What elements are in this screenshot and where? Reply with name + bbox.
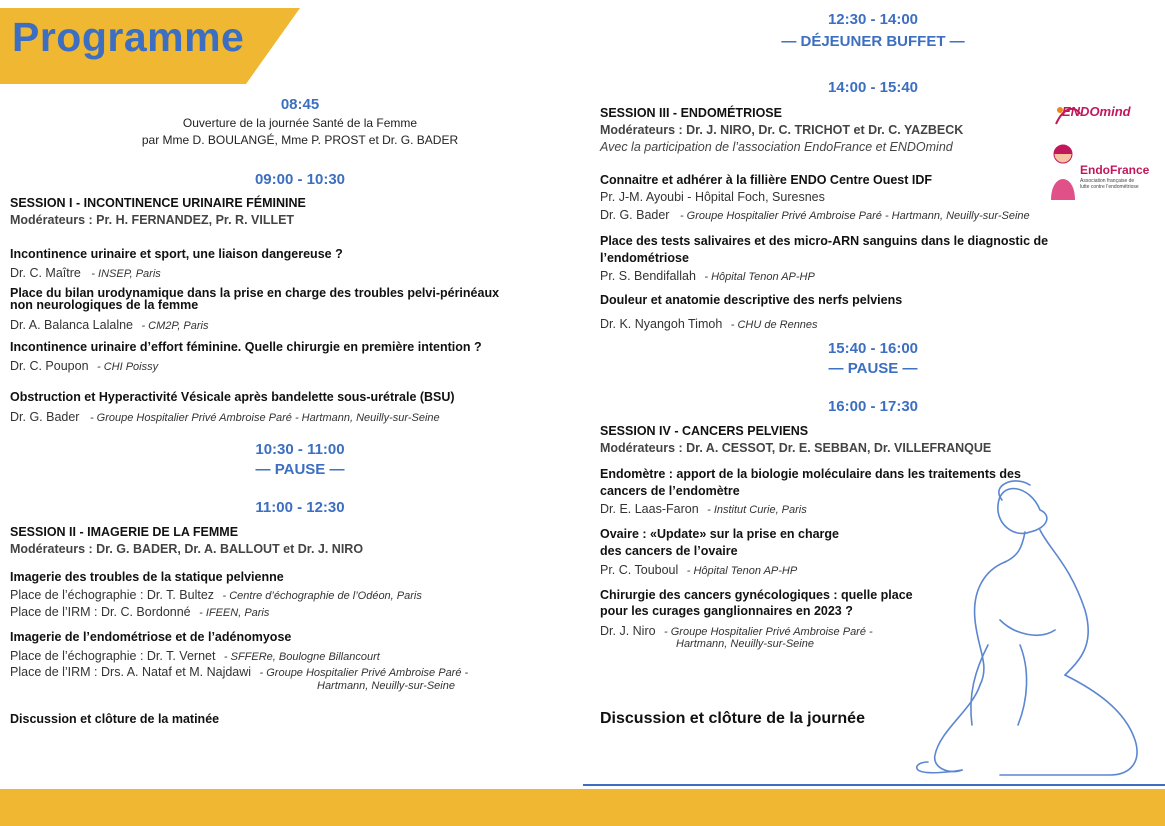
talk-speaker: Place de l’échographie : Dr. T. Bultez	[10, 588, 215, 602]
talk-affiliation-continued: Hartmann, Neuilly-sur-Seine	[676, 638, 814, 650]
talk-speaker-line	[10, 357, 158, 375]
endomind-logo-text: ENDOmind	[1062, 104, 1131, 119]
talk-title-continued: pour les curages ganglionnaires en 2023 ?	[600, 604, 853, 618]
session-2-moderators: Modérateurs : Dr. G. BADER, Dr. A. BALLOUT et Dr. J. NIRO	[10, 542, 364, 556]
opening-line-2: par Mme D. BOULANGÉ, Mme P. PROST et Dr. G. BADER	[141, 133, 459, 147]
talk-title-continued: non neurologiques de la femme	[10, 298, 199, 312]
morning-closing: Discussion et clôture de la matinée	[10, 712, 220, 726]
slot-time-1540: 15:40 - 16:00	[827, 340, 919, 357]
session-4-moderators: Modérateurs : Dr. A. CESSOT, Dr. E. SEBBAN, Dr. VILLEFRANQUE	[600, 441, 992, 455]
talk-title: Incontinence urinaire et sport, une liaison dangereuse ?	[10, 247, 343, 261]
talk-affiliation: - Hôpital Tenon AP-HP	[686, 565, 798, 577]
talk-affiliation: - Centre d’échographie de l’Odéon, Paris	[222, 590, 422, 602]
endofrance-logo-text: EndoFrance	[1080, 163, 1150, 177]
talk-speaker-line	[10, 316, 209, 334]
talk-speaker: Pr. S. Bendifallah	[600, 269, 696, 283]
talk-title: Douleur et anatomie descriptive des nerfs pelviens	[600, 293, 903, 307]
talk-title: Incontinence urinaire d’effort féminine. Quelle chirurgie en première intention ?	[10, 340, 482, 354]
talk-speaker: Pr. C. Touboul	[600, 563, 679, 577]
woman-line-art-illustration	[880, 470, 1160, 785]
talk-speaker: Dr. G. Bader	[600, 208, 670, 222]
talk-title: Chirurgie des cancers gynécologiques : quelle place	[600, 588, 913, 602]
talk-affiliation: - Groupe Hospitalier Privé Ambroise Paré -	[259, 667, 469, 679]
talk-title: Place des tests salivaires et des micro-ARN sanguins dans le diagnostic de	[600, 234, 1049, 248]
talk-affiliation: - SFFERe, Boulogne Billancourt	[223, 651, 380, 663]
slot-time-1600: 16:00 - 17:30	[827, 398, 919, 415]
talk-affiliation: - CHI Poissy	[96, 361, 159, 373]
talk-speaker: Dr. C. Poupon	[10, 359, 89, 373]
talk-speaker: Place de l’IRM : Dr. C. Bordonné	[10, 605, 191, 619]
talk-speaker: Place de l’échographie : Dr. T. Vernet	[10, 649, 216, 663]
talk-title: Obstruction et Hyperactivité Vésicale après bandelette sous-urétrale (BSU)	[10, 390, 455, 404]
talk-title: Endomètre : apport de la biologie moléculaire dans les traitements des	[600, 467, 1021, 481]
session-1-title: SESSION I - INCONTINENCE URINAIRE FÉMININE	[10, 196, 306, 210]
talk-title-continued: cancers de l’endomètre	[600, 484, 740, 498]
talk-speaker-line	[10, 663, 468, 681]
talk-speaker-line	[10, 264, 161, 282]
session-1-moderators: Modérateurs : Pr. H. FERNANDEZ, Pr. R. VILLET	[10, 213, 295, 227]
talk-affiliation: - Groupe Hospitalier Privé Ambroise Paré - Hartmann, Neuilly-sur-Seine	[89, 412, 440, 424]
talk-title: Place du bilan urodynamique dans la prise en charge des troubles pelvi-périnéaux	[10, 286, 500, 300]
talk-title: Connaitre et adhérer à la fillière ENDO Centre Ouest IDF	[600, 173, 933, 187]
opening-line-1: Ouverture de la journée Santé de la Femme	[182, 116, 418, 130]
talk-speaker: Dr. C. Maître	[10, 266, 81, 280]
footer-bar	[0, 789, 1165, 826]
talk-affiliation-continued: Hartmann, Neuilly-sur-Seine	[317, 680, 455, 692]
talk-speaker: Dr. K. Nyangoh Timoh	[600, 317, 723, 331]
talk-title: Ovaire : «Update» sur la prise en charge	[600, 527, 839, 541]
talk-speaker-line	[600, 315, 818, 333]
talk-speaker-line	[10, 408, 440, 426]
talk-speaker-line	[600, 561, 797, 579]
pause-label: — PAUSE —	[828, 360, 918, 377]
page-title: Programme	[12, 14, 245, 60]
talk-speaker-line	[600, 267, 815, 285]
talk-affiliation: - CHU de Rennes	[730, 319, 818, 331]
talk-speaker-line	[600, 206, 1030, 224]
talk-affiliation: - Groupe Hospitalier Privé Ambroise Paré -	[664, 626, 873, 638]
talk-speaker: Dr. E. Laas-Faron	[600, 502, 699, 516]
slot-time-1030: 10:30 - 11:00	[255, 441, 345, 458]
session-2-title: SESSION II - IMAGERIE DE LA FEMME	[10, 525, 239, 539]
talk-affiliation: - Institut Curie, Paris	[707, 504, 807, 516]
talk-title: Imagerie des troubles de la statique pelvienne	[10, 570, 284, 584]
session-3-moderators: Modérateurs : Dr. J. NIRO, Dr. C. TRICHOT et Dr. C. YAZBECK	[600, 123, 964, 137]
talk-speaker: Pr. J-M. Ayoubi - Hôpital Foch, Suresnes	[600, 190, 825, 204]
talk-affiliation: - Groupe Hospitalier Privé Ambroise Paré - Hartmann, Neuilly-sur-Seine	[679, 210, 1030, 222]
talk-title-continued: des cancers de l’ovaire	[600, 544, 738, 558]
slot-time-1230: 12:30 - 14:00	[827, 11, 919, 28]
talk-affiliation: - IFEEN, Paris	[199, 607, 270, 619]
talk-affiliation: - INSEP, Paris	[91, 268, 161, 280]
talk-speaker: Dr. A. Balanca Lalalne	[10, 318, 133, 332]
lunch-label: — DÉJEUNER BUFFET —	[781, 33, 965, 50]
talk-speaker-line	[10, 603, 269, 621]
talk-speaker: Dr. J. Niro	[600, 624, 656, 638]
endofrance-logo-subtitle: Association française de lutte contre l’endométriose	[1080, 178, 1139, 190]
slot-time-1400: 14:00 - 15:40	[827, 79, 919, 96]
talk-title-continued: l’endométriose	[600, 251, 689, 265]
talk-speaker-line	[10, 586, 422, 604]
session-3-title: SESSION III - ENDOMÉTRIOSE	[600, 106, 782, 120]
pause-label: — PAUSE —	[255, 461, 345, 478]
day-closing: Discussion et clôture de la journée	[600, 710, 865, 727]
slot-time-0900: 09:00 - 10:30	[254, 171, 346, 188]
talk-affiliation: - CM2P, Paris	[141, 320, 209, 332]
talk-speaker-line	[600, 500, 807, 518]
talk-title: Imagerie de l’endométriose et de l’adénomyose	[10, 630, 292, 644]
session-3-association-note: Avec la participation de l’association EndoFrance et ENDOmind	[600, 140, 953, 154]
talk-speaker: Place de l’IRM : Drs. A. Nataf et M. Najdawi	[10, 665, 252, 679]
opening-time: 08:45	[280, 96, 320, 113]
slot-time-1100: 11:00 - 12:30	[255, 499, 345, 516]
session-4-title: SESSION IV - CANCERS PELVIENS	[600, 424, 809, 438]
talk-affiliation: - Hôpital Tenon AP-HP	[704, 271, 815, 283]
talk-speaker: Dr. G. Bader	[10, 410, 80, 424]
